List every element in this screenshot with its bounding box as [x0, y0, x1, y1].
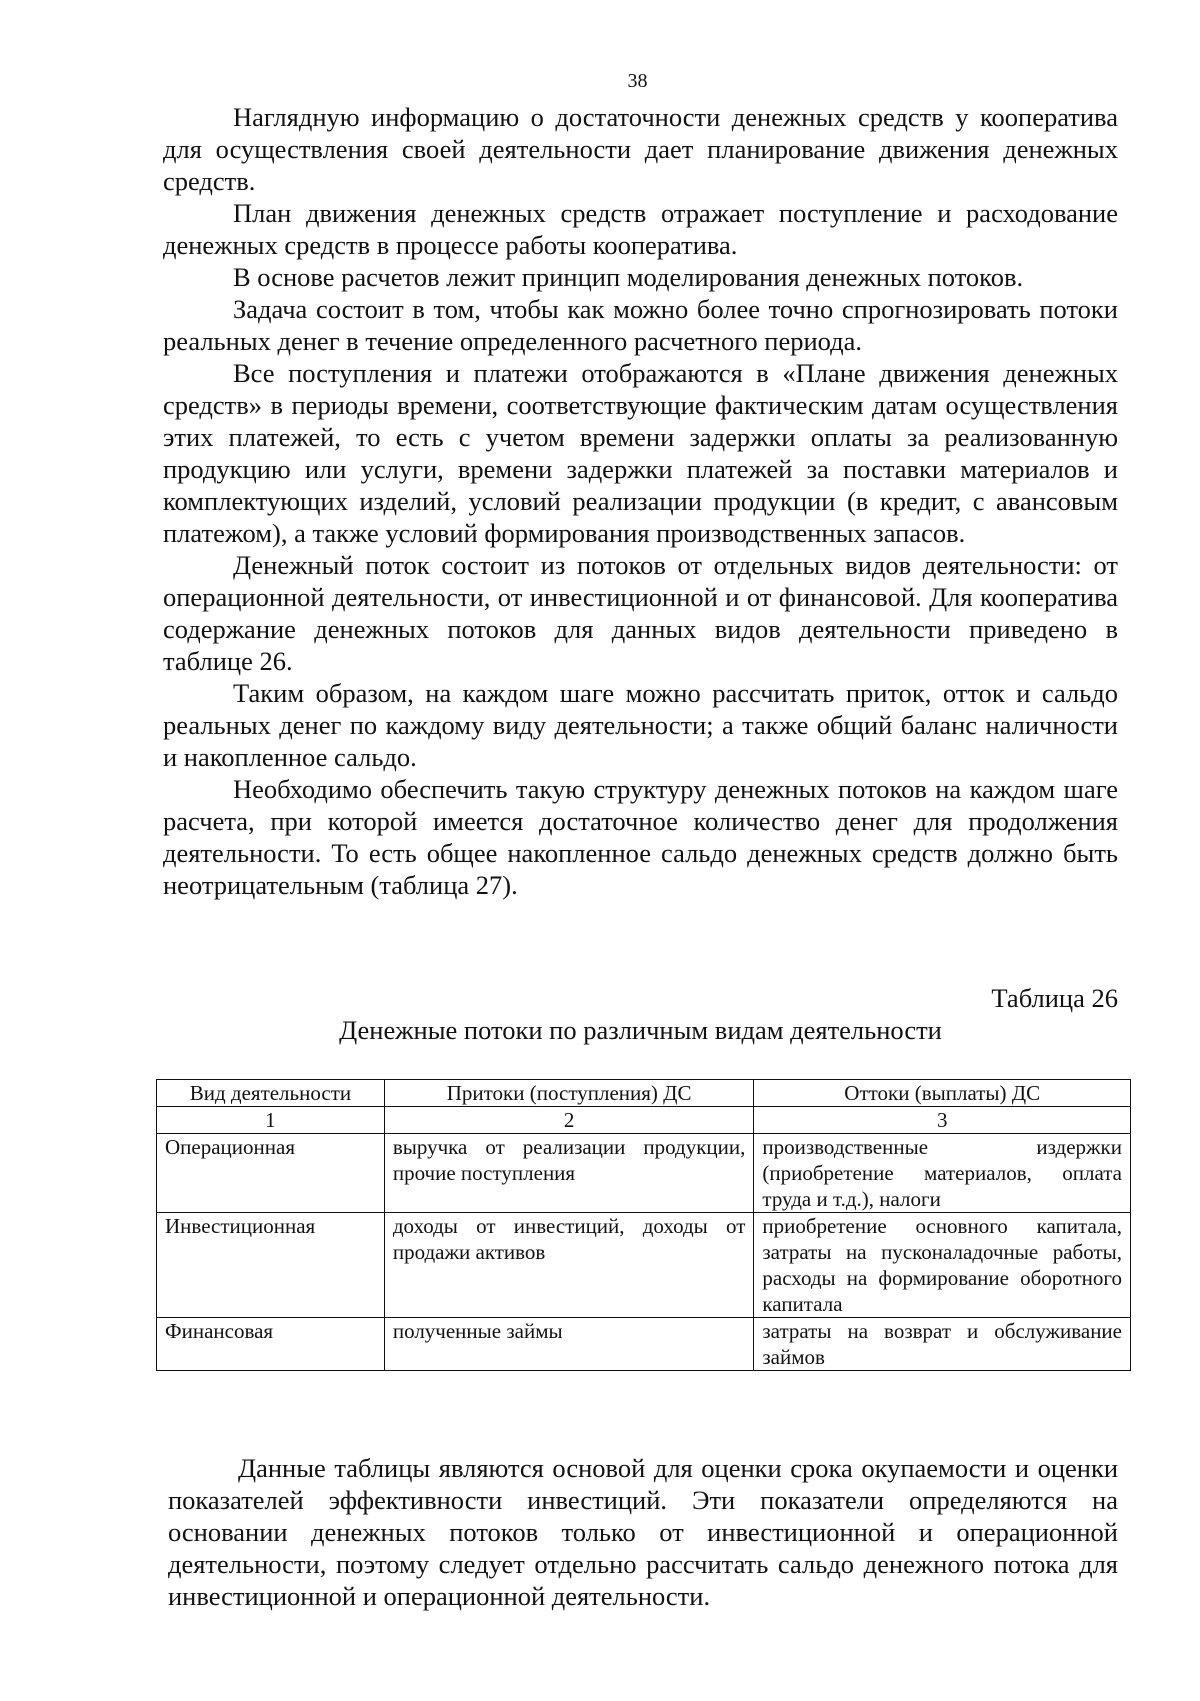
- activity-cell: Финансовая: [157, 1318, 385, 1371]
- closing-paragraph: Данные таблицы являются основой для оценки срока окупаемости и оценки показателей эффективности инвестиций. Эти показатели определяются на основании денежных потоков только от инвестиционной и операционной деятельности, поэтому следует отдельно рассчитать сальдо денежного потока для инвестиционной и операционной деятельности.: [168, 1453, 1118, 1611]
- paragraph-8: Необходимо обеспечить такую структуру денежных потоков на каждом шаге расчета, при которой имеется достаточное количество денег для продолжения деятельности. То есть общее накопленное сальдо денежных средств должно быть неотрицательным (таблица 27).: [163, 774, 1118, 900]
- table-column-numbers-row: [157, 1107, 1131, 1134]
- table-row: [157, 1318, 1131, 1371]
- inflows-cell: доходы от инвестиций, доходы от продажи активов: [384, 1213, 754, 1318]
- table-header-row: [157, 1080, 1131, 1107]
- table-row: [157, 1213, 1131, 1318]
- cash-flow-table: [156, 1079, 1131, 1371]
- header-outflows: Оттоки (выплаты) ДС: [754, 1080, 1131, 1107]
- table-title: Денежные потоки по различным видам деятельности: [339, 1015, 942, 1045]
- paragraph-3: В основе расчетов лежит принцип моделирования денежных потоков.: [233, 262, 1024, 292]
- outflows-cell: затраты на возврат и обслуживание займов: [754, 1318, 1131, 1371]
- page-number: 38: [627, 70, 648, 92]
- header-activity: Вид деятельности: [157, 1080, 385, 1107]
- table-label: Таблица 26: [991, 983, 1118, 1013]
- outflows-cell: производственные издержки (приобретение материалов, оплата труда и т.д.), налоги: [754, 1134, 1131, 1213]
- column-number-3: 3: [754, 1107, 1131, 1134]
- inflows-cell: выручка от реализации продукции, прочие поступления: [384, 1134, 754, 1213]
- paragraph-5: Все поступления и платежи отображаются в «Плане движения денежных средств» в периоды времени, соответствующие фактическим датам осуществления этих платежей, то есть с учетом времени задержки оплаты за реализованную продукцию или услуги, времени задержки платежей за поставки материалов и комплектующих изделий, условий реализации продукции (в кредит, с авансовым платежом), а также условий формирования производственных запасов.: [163, 358, 1118, 548]
- closing-text: [168, 1452, 1118, 1612]
- paragraph-7: Таким образом, на каждом шаге можно рассчитать приток, отток и сальдо реальных денег по каждому виду деятельности; а также общий баланс наличности и накопленное сальдо.: [163, 678, 1118, 772]
- inflows-cell: полученные займы: [384, 1318, 754, 1371]
- column-number-2: 2: [384, 1107, 754, 1134]
- header-inflows: Притоки (поступления) ДС: [384, 1080, 754, 1107]
- outflows-cell: приобретение основного капитала, затраты на пусконаладочные работы, расходы на формирование оборотного капитала: [754, 1213, 1131, 1318]
- table-row: [157, 1134, 1131, 1213]
- paragraph-4: Задача состоит в том, чтобы как можно более точно спрогнозировать потоки реальных денег в течение определенного расчетного периода.: [163, 294, 1118, 356]
- activity-cell: Инвестиционная: [157, 1213, 385, 1318]
- paragraph-2: План движения денежных средств отражает поступление и расходование денежных средств в процессе работы кооператива.: [163, 198, 1118, 260]
- column-number-1: 1: [157, 1107, 385, 1134]
- body-text: [163, 101, 1118, 901]
- paragraph-1: Наглядную информацию о достаточности денежных средств у кооператива для осуществления своей деятельности дает планирование движения денежных средств.: [163, 102, 1118, 196]
- paragraph-6: Денежный поток состоит из потоков от отдельных видов деятельности: от операционной деятельности, от инвестиционной и от финансовой. Для кооператива содержание денежных потоков для данных видов деятельности приведено в таблице 26.: [163, 550, 1118, 676]
- activity-cell: Операционная: [157, 1134, 385, 1213]
